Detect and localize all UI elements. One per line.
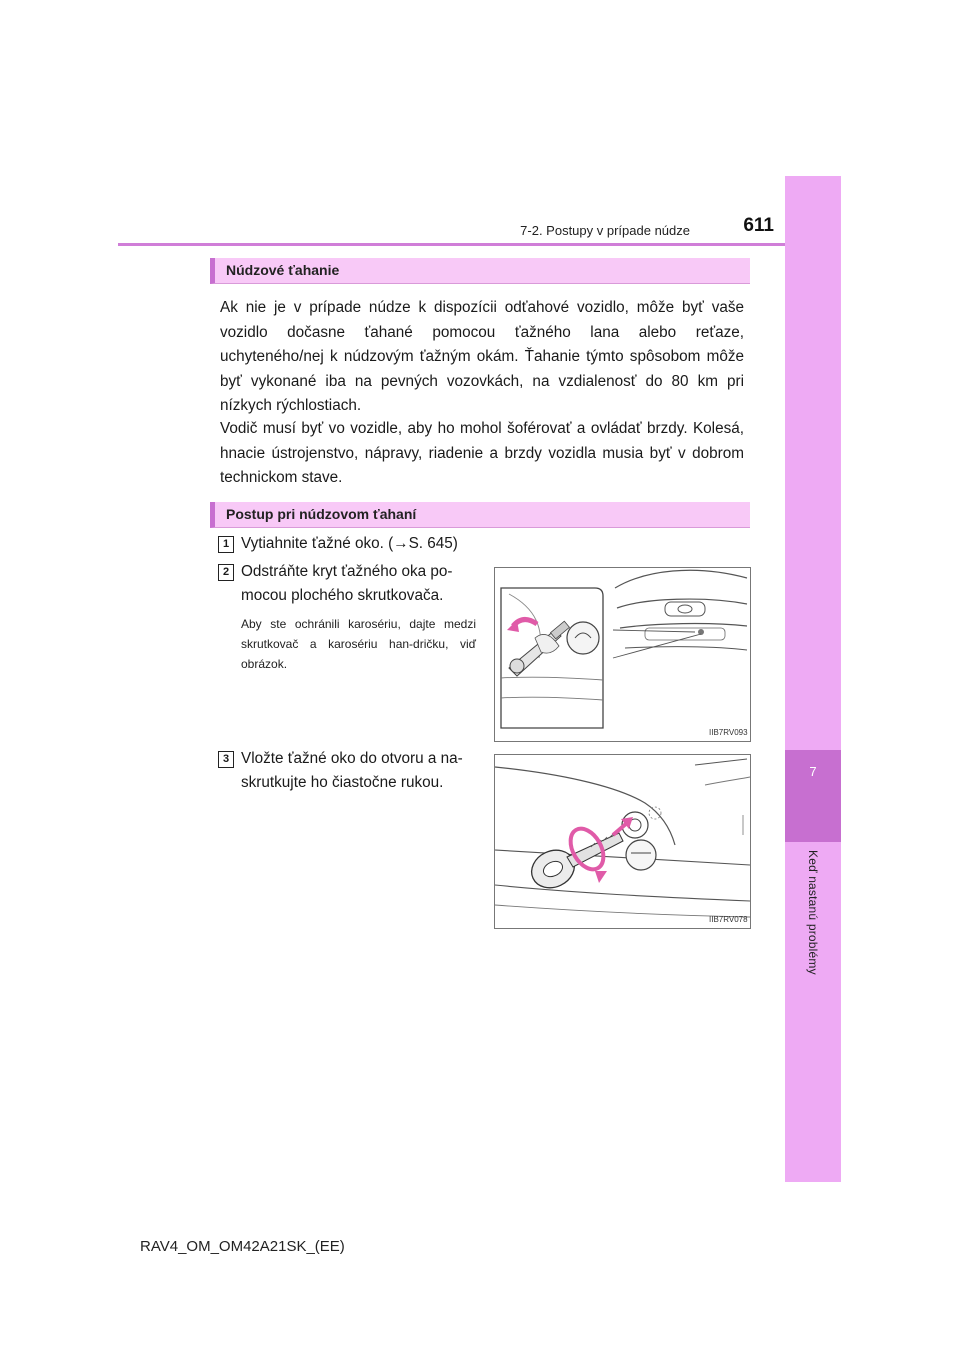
figure-install-tow-eye — [494, 754, 751, 929]
chapter-number: 7 — [809, 764, 817, 779]
step-2-text-line2: mocou plochého skrutkovača. — [241, 587, 444, 604]
section-heading-text: Núdzové ťahanie — [226, 262, 340, 278]
paragraph: Vodič musí byť vo vozidle, aby ho mohol šoférovať a ovládať brzdy. Kolesá, hnacie ústrojenstvo, nápravy, riadenie a brzdy vozidla musia byť v dobrom technickom stave. — [220, 420, 744, 487]
step-number-2: 2 — [218, 564, 234, 581]
remove-cover-illustration — [495, 568, 750, 741]
figure-id-label: IIB7RV078 — [709, 915, 748, 924]
section-heading-emergency-towing — [210, 258, 750, 284]
paragraph: Ak nie je v prípade núdze k dispozícii odťahové vozidlo, môže byť vaše vozidlo dočasne ťahané pomocou ťažného lana alebo reťaze, uchyteného/nej k núdzovým ťažným okám. Ťahanie týmto spôsobom môže byť vykonané iba na pevných vozovkách, na vzdialenosť do 80 km pri nízkych rýchlostiach. — [220, 299, 744, 415]
step-2-text-line1: Odstráňte kryt ťažného oka po- — [241, 563, 453, 580]
step-1-text: Vytiahnite ťažné oko. (→S. 645) — [241, 535, 458, 552]
page-number: 611 — [743, 215, 774, 236]
figure-id-label: IIB7RV093 — [709, 728, 748, 737]
running-header-section-title: 7-2. Postupy v prípade núdze — [520, 223, 690, 238]
step-2-note: Aby ste ochránili karosériu, dajte medzi skrutkovač a karosériu han-dričku, viď obrázok. — [241, 617, 476, 671]
step-3-text-line1: Vložte ťažné oko do otvoru a na- — [241, 750, 463, 767]
figure-remove-cover — [494, 567, 751, 742]
section-heading-text: Postup pri núdzovom ťahaní — [226, 506, 417, 522]
chapter-title: Keď nastanú problémy — [806, 850, 820, 975]
document-code-footer: RAV4_OM_OM42A21SK_(EE) — [140, 1238, 345, 1255]
step-number-1: 1 — [218, 536, 234, 553]
step-number-3: 3 — [218, 751, 234, 768]
install-tow-eye-illustration — [495, 755, 750, 928]
chapter-side-tab — [785, 176, 841, 1182]
section-heading-towing-procedure — [210, 502, 750, 528]
header-rule — [118, 243, 785, 246]
step-3-text-line2: skrutkujte ho čiastočne rukou. — [241, 774, 444, 791]
